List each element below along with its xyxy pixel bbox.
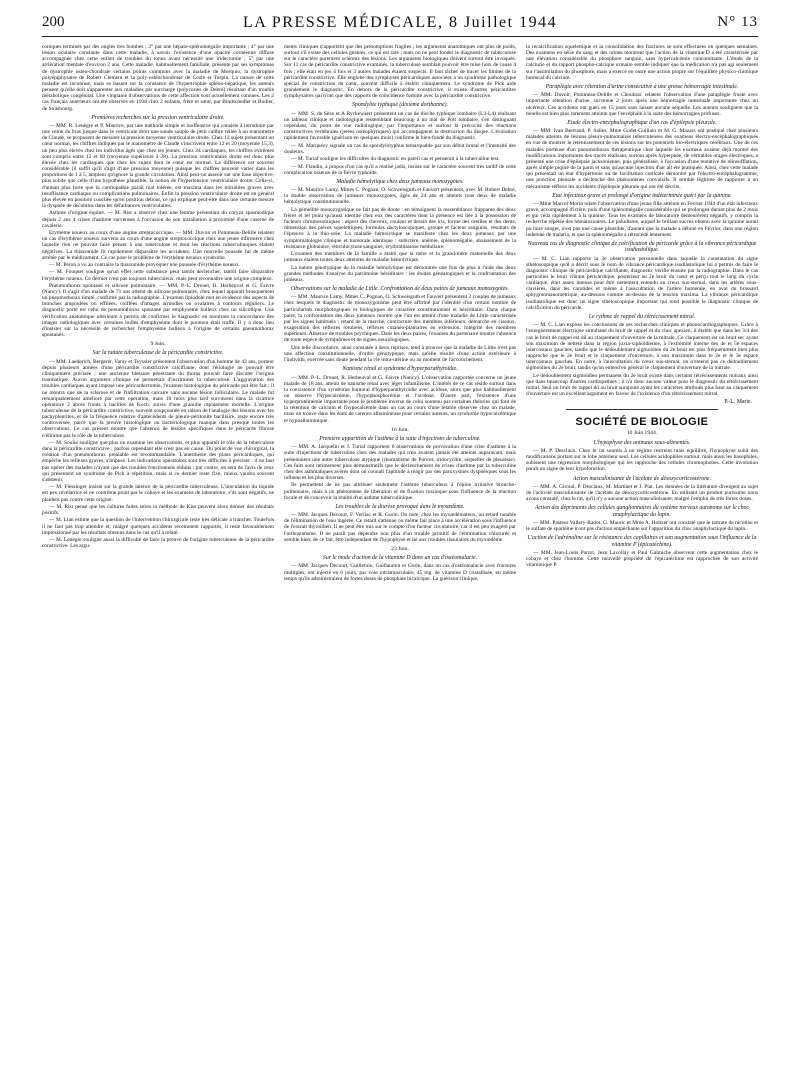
paragraph: — MM. A. Jacquelin et J. Turiaf rapportent 6 observations de provocation d'une crise d'asthme à la suite d'injections de tuberculine chez des malades qui n'en avaient jamais été atteints auparavant, mais présentaient une autre tuberculose atypique (rhumatisme de Poncet, iridocyclite, séquelles de pleurésie). Ces faits sont intimement plus démonstratifs que le déclenchement de crises d'asthme par la tuberculine chez des asthmatiques avérés dont on connaît l'aptitude à réagir par des paroxysmes dyspnéiques sous les influences les plus diverses. [284, 444, 516, 482]
author-signature: P.-L. Marie. [724, 399, 752, 406]
paragraph: Asthme d'origine équine. — M. Rist a observé chez une femme présentant du coryza spasmodique depuis 2 ans 4 crises d'asthme survenues à l'occasion de son installation à proximité d'une caserne de cavalerie. [42, 210, 274, 229]
section-heading: Première apparition de l'asthme à la suite d'injections de tuberculine. [319, 435, 481, 442]
paragraph: — M. C. Lian rapporte la 3e observation personnelle dans laquelle la constatation du signe sthétoscopique qu'il a décrit sous le nom de vibrance péricardique isodiastolique lui a permis de faire le diagnostic clinique de péricardique calcifiante, diagnostic vérifié ensuite par la radiographie. Dans le cas particulier le bruit vibrant péricardique, postérieur au 2e bruit du cœur et perçu tout le long du cycle cardiaque, était assez intense pour être nettement entendu au creux sus-sternal, dans les artères sous-clavières, dans les carotides et même à l'auscultation de l'artère humérale, en aval du brassard sphygmomanométrique, au-dessous comme au-dessus de la tension maxima. La vibrance péricardique isodiastolique est donc un signe sthétoscopique important qui rend possible le diagnostic clinique de calcification du péricarde. [526, 255, 758, 311]
paragraph: Ils permettent de ne pas attribuer seulement l'asthme tuberculeux à l'épine irritative broncho-pulmonaire, mais à un phénomène de libération et de fixation toxinique sous l'influence de la réaction focale et de concevoir la réalité d'un asthme tuberculinique. [284, 482, 516, 501]
paragraph: la recalcification squelettique et la consolidation des fractures se sont effectuées en quelques semaines. Des examens en série du sang et des urines montrent que l'action de la vitamine D a été caractérisée par une élévation considérable du phosphore sanguin, sans hypercalcémie concomitante. L'étude de la calciurie et du rapport phospho-calcique urinaire semble indiquer que la médication n'a pas agi seulement sur l'assimilation du phosphore, mais a exercé en outre une action propre sur l'équilibre physico-chimique humoral du calcium. [526, 44, 758, 81]
paragraph: ments cliniques n'apportent que des présomptions fragiles ; les arguments anatomiques ont plus de poids, surtout s'il existe des cellules géantes, ce qui est rare ; mais on ne peut fonder le diagnostic de tuberculose sur le caractère purement scléreux des lésions. Les arguments biologiques doivent surtout être invoqués. Sur 11 cas de péricardite constrictive examinés, la tuberculose semblait pouvoir être mise hors de cause 4 fois ; elle était en jeu 4 fois et 3 autres malades étaient suspects. Il faut tâcher de tracer les limites de la péricardite constrictive. Elle englobe des symphyses péricardiques associées à un syndrome pathologique spécial de constriction du cœur, souvent difficile à établir cliniquement. Le syndrome de Pick aide grandement le diagnostic. En dehors de la péricardite constrictive, il existe d'autres péricardites symphysaires qui n'ont que des rapports de coïncidence fortuite avec la péricardite constrictive. [284, 44, 516, 100]
society-heading: SOCIÉTÉ DE BIOLOGIE [575, 416, 709, 429]
issue-number: N° 13 [717, 14, 758, 30]
society-date: 10 Juin 1944. [626, 430, 658, 437]
paragraph: — MM. A. Giroud, P. Desclaux, M. Martinet et J. Piat. Les données de la littérature divergent au sujet de l'activité masculinisante de l'acétate de désoxycorticostérone. En utilisant un produit purissime nous avons constaté, chez le rat, qu'il n'y a aucune action masculinisante, malgré l'emploi de très fortes doses. [526, 483, 758, 503]
column-left [42, 44, 274, 1074]
paragraph: — MM. Duvoir, Pommeau-Delille et Choubrac relatent l'observation d'une paraplégie fruste avec importante rétention d'urine, survenue 2 jours après une hémorragie intestinale importante chez un ulcéreux. Ces accidents ont guéri en 15 jours sans laisser aucune séquelle. Les auteurs soulignent que la moelle est bien plus rarement atteinte que l'encéphale à la suite des hémorragies profuses. [526, 92, 758, 117]
section-heading: L'action de l'adrénaline sur la résistance des capillaires et son augmentation sous l'influence de la vitamine P (épicatéchine). [527, 535, 757, 548]
section-heading: Paraplégie avec rétention d'urine consécutive à une grosse hémorragie intestinale. [545, 83, 739, 90]
paragraph: — MM. Laederich, Bergeret, Varay et Teyssier présentent l'observation d'un homme de 43 ans, porteur depuis plusieurs années d'une péricardite constrictive calcifiante, dont l'étiologie ne pouvait être cliniquement précisée ; une ancienne blessure pénétrante du thorax pouvait faire discuter l'origine traumatique. Aucun argument clinique ne permettait d'incriminer la tuberculose. L'aggravation des troubles cardiaques ayant imposé une péricardectomie, l'examen histologique du péricarde put être fait ; il ne montra que de la sclérose et de l'infiltration calcaire sans aucune lésion folliculaire. Le malade fut remarquablement amélioré par cette opération, mais 18 mois plus tard survinrent dans la cicatrice opératoire 2 abcès froids à bacilles de Koch, suivis d'une granulie rapidement mortelle. L'origine tuberculeuse de la péricardite constrictive, souvent soupçonnée en raison de l'analogie des lésions avec les pachypleurites, et de la fréquence relative d'antécédents de pleuro-péritonite bacillaire, reste encore très controversée, parce que la preuve histologique ou bactériologique manque dans presque toutes les observations. Le cas présent montre que l'absence de lésions spécifiques dans le péricarde fibrosé n'élimine pas le rôle de la tuberculose. [42, 358, 274, 439]
paragraph: — MM. Jacques Decourt, F. Verliac et R. Gorin. On note, chez les myxœdémateux, un retard notable de l'élimination de l'eau ingérée. Ce retard s'atténue ou même fait place à une accélération sous l'influence de l'extrait thyroïdien. Il ne peut être mis sur le compte d'un facteur circulatoire, car il est peu exagéré par l'orthostatisme. Il ne paraît pas dépendre non plus d'un trouble primitif de l'élimination chlorurée et semble bien, de ce fait, être indépendant de l'hypophyse et lié aux troubles tissulaires du myxœdème. [284, 512, 516, 543]
paragraph: — M. Soulié souligne que plus on examine les observations, et plus apparaît le rôle de la tuberculose dans la péricardite constrictive ; parfois cependant elle n'est pas en cause. Du point de vue chirurgical, la création d'un pneumothorax préalable est recommandable. L'anesthésie des plans péricardiques, qui empêche les réflexes graves, s'impose. Les indications opératoires sont très difficiles à préciser : il ne faut pas opérer des malades n'ayant que des troubles fonctionnels réduits ; par contre, on sera de l'avis de ceux qui présentent un syndrome de Pick à répétition, mais si ce dernier reste fixe, mieux vaudra souvent s'abstenir. [42, 439, 274, 483]
paragraph: — MM. P.-L. Drouet, R. Herbeuval et G. Faivre (Nancy). L'observation rapportée concerne un jeune malade de 18 ans, atteint de nanisme rénal avec léger infantilisme. L'intérêt de ce cas réside surtout dans la coexistence d'un syndrome humoral d'hyperparathyroïdie avec acidose, alors que plus habituellement on observe l'hypocalcémie, l'hypophosphorémie et l'acidose. D'autre part, l'existence d'une hyperprotéinémie importante pose le problème inverse de celui soutenu par certaines théories qui font de la rétention de calcium et l'hypocalcémie dans un cas au cours d'une tétanie observée chez un malade, mais on trouve dans les états de carence albumineuse pour certains auteurs, un syndrome hypocalcémique et hypoalbuminique. [284, 374, 516, 424]
page-header [42, 14, 758, 37]
paragraph: — M. Lenègre souligne aussi la difficulté de faire la preuve de l'origine tuberculeuse de la péricardite constrictive. Les argu- [42, 537, 274, 550]
paragraph: La nature génotypique de la maladie hémolytique est démontrée une fois de plus à l'aide des deux grandes méthodes d'analyse du patrimoine héréditaire : les études généalogiques et la confrontation des jumeaux. [284, 264, 516, 283]
paragraph: — M. Lian estime que la question de l'intervention chirurgicale reste très délicate à trancher. Toutefois il ne faut pas trop attendre et, malgré quelques accidents récemment rapportés, il reste favorablement impressionné par les résultats obtenus dans le cas qu'il a relaté. [42, 517, 274, 536]
paragraph: Pneumothorax spontané et silicose pulmonaire. — MM. P.-L. Drouet, R. Herbeuval et G. Faivre (Nancy). Il s'agit d'un malade de 71 ans atteint de silicose pulmonaire, chez lequel apparaît brusquement un pneumothorax limité, confirmé par la radiographie. L'examen lipiodolé met en évidence des aspects de bronches ampoulées ou effilées, coiffées d'images arrondies ou ovalaires à contours réguliers. Le diagnostic porté est celui de pneumothorax spontané par emphysème bulleux chez un silicotique. Une vérification anatomique ultérieure a permis de confirmer le diagnostic en montrant la concordance des images radiologiques avec certaines bulles d'emphysème dont le poumon était truffé. Il y a donc lieu d'insister sur la nécessité de rechercher l'emphysème bulleux à l'origine de certains pneumothorax spontanés. [42, 282, 274, 339]
section-heading: Nouveau cas de diagnostic clinique de calcification du péricarde grâce à la vibrance péricardique isodiastolique. [527, 240, 757, 254]
section-heading: Les troubles de la diurèse provoqué dans le myxœdème. [335, 503, 465, 510]
paragraph: — M. Flandin, à propos d'un cas qu'il a réalisé jadis, insiste sur le caractère souvent très tardif de cette complication osseuse de la fièvre typhoïde. [284, 163, 516, 176]
section-heading: L'hypophyse des animaux sous-alimentés. [593, 439, 691, 446]
paragraph: Le dédoublement sigmoïdien permanent du 2e bruit existe dans certains rétrécissements mitraux ainsi que dans beaucoup d'autres cardiopathies ; il n'a donc aucune valeur pour le diagnostic du rétrécissement mitral. Seul un bruit de rappel dû au bruit surajouté ayant les caractères attribués plus haut au claquement d'ouverture est un excellent argument en faveur de l'existence d'un rétrécissement mitral. [526, 372, 758, 398]
paragraph: — Mme Marcel Morin relate l'observation d'une jeune fille atteinte en Février 1944 d'un état infectieux grave, accompagné d'ictère, puis d'une splénomégalie considérable qui se prolongea durant plus de 2 mois et qui céda rapidement à la quinine. Tous les examens de laboratoire demeurèrent négatifs, y compris la recherche répétée des hématozoaires. Le paludisme, auquel le brillant succès obtenu avec la quinine aurait pu faire songer, n'est pas une cause plausible, d'autant que la malade a débuté en Février, dans une région indemne de malaria, et que la splénomégalie a rétrocédé lentement. [526, 201, 758, 238]
paragraph: Une telle discordance, ainsi constatée à deux reprises, tend à prouver que la maladie de Little n'est pas une affection constitutionnelle, d'ordre génotypique, mais qu'elle résulte d'une action extérieure à l'individu, exercée sans doute pendant la vie intra-utérine ou au moment de l'accouchement. [284, 344, 516, 364]
paragraph: coniques terminés par des ongles très bombés ; 3° par une hépato-splénomégalie importante ; 4° par une lésion oculaire constante dans cette maladie, à savoir l'existence d'une opacité cornéenne diffuse accompagnée chez cette enfant de troubles du tonus avant nécessité une iridectomie ; 5° par une arriération mentale d'environ 2 ans. Cette maladie, habituellement familiale, présente par ses symptômes de dystrophie ostéo-chondrale certains points communs avec la maladie de Morquio, la dystrophie polyépiphysaire de Robert Clément et la poly-ostéochondrose de Coste et Turpin. La nature de cette maladie est inconnue, mais se basant sur la constance de l'hypertrophie spléno-hépatique, les auteurs pensent qu'elle doit s'apparenter aux maladies par surcharge (polycories de Debré) résultant d'un trouble métabolique congénital. Une vingtaine d'observations de cette affection sont actuellement connues. Les 2 cas français antérieurs ont été observés en 1938 chez 2 enfants, frère et sœur, par Bindschedler et Rodier, de Strasbourg. [42, 44, 274, 112]
section-heading: Etude électro-encéphalographique d'un cas d'épilepsie pleurale. [567, 119, 717, 126]
paragraph: L'examen des membres de la famille a établi que la mère et la grand-mère maternelle des deux jumeaux étaient toutes deux atteintes de maladie hémolytique. [284, 251, 516, 264]
paragraph: — M. Marquézy signale un cas de spondylotyphus remarquable par son début brutal et l'intensité des douleurs. [284, 142, 516, 155]
section-heading: Spondylite typhique (dixième dorthanne). [352, 102, 448, 109]
column-middle [284, 44, 516, 1074]
column-right [526, 44, 758, 1074]
paragraph: — MM. Jean-Louis Parrot, Jean Lavollay et Paul Galmiche observent cette augmentation chez le cobaye et chez l'homme. Cette nouvelle propriété de l'épicatéchine est rapprochée de son activité vitaminique P. [526, 549, 758, 569]
section-heading: Action masculinisante de l'acétate de désoxycorticostérone. [572, 475, 712, 482]
section-heading: Premières recherches sur la pression ventriculaire droite. [91, 114, 225, 121]
session-date: 9 Juin. [150, 341, 166, 348]
paragraph: La gémellité monozygotique ne fait pas de doute : en témoignent la ressemblance frappante des deux frères et tel point qu'aussi identité chez eux des caractères dont la présence est liée à la possession de facteurs chromosomiques : aspect des cheveux, couleur et dessin des iris, forme des oreilles et des dents, dimension des pièces squelettiques, formules dactyloscopiques, groupe et facteur sanguins, résultats de l'épreuve à la thio-urée. La maladie hémolytique se manifeste chez les deux jumeaux par une symptomatologie clinique et humorale identique : subictère, anémie, splénomégalie, abaissement de la résistance globulaire, réticulocytose sanguine, érythroblastose médullaire. [284, 206, 516, 250]
section-heading: Action des déprimants des cellules ganglionnaires du système nerveux autonome sur le choc anaphylactique du lapin. [534, 505, 750, 518]
section-divider [566, 409, 718, 410]
paragraph: — MM. Jacques Decourt, Guillemin, Guillaumin et Gorin, dans un cas d'ostéomalacie avec fractures multiples, ont injecté en 6 jours, par voie intramusculaire, 45 mg. de vitamine D cristallisée, en même temps qu'ils administraient de fortes doses de phosphate bicalcique. La guérison clinique, [284, 563, 516, 582]
paragraph: — M. Maurice Lamy, Mmes C. Pognan, O. Schweisguth et Fauvert présentent, avec M. Robert Debré, la double observation de jumeaux monozygotes, âgés de 24 ans et atteints tous deux de maladie hémolytique constitutionnelle. [284, 187, 516, 206]
section-heading: Maladie hémolytique chez deux jumeaux monozygotes. [336, 178, 464, 185]
section-heading: Sur la nature tuberculeuse de la péricardite constrictive. [92, 350, 224, 357]
paragraph: — M. Turiaf souligne les difficultés du diagnostic en pareil cas et penserait à la tuberculine test. [291, 156, 500, 163]
page-number: 200 [42, 14, 65, 30]
paragraph: — MM. R. Lenègre et P. Maurice, par une méthode simple et inoffensive qui consiste à introduire par une veine du bras jusque dans le ventricule droit une sonde souple de petit calibre reliée à un manomètre de Claude, se proposent de mesurer la pression moyenne ventriculaire droite. Chez 12 sujets présentant un cœur normal, les chiffres indiqués par le manomètre de Claude s'inscrivent entre 12 et 20 (moyenne 15,3), un peu plus élevés chez les individus âgés que chez les jeunes. Chez 34 cardiaques, les chiffres extrêmes sont compris entre 12 et 60 (moyenne supérieure à 28). La pression ventriculaire droite est donc plus élevée chez les cardiaques que chez les sujets dont le cœur est normal. La différence est souvent considérable (il suffit qu'il s'agit d'une pression moyenne) puisque les chiffres peuvent varier dans les proportions de 1 à 5, ampleur qu'ignore la grande circulation. Ainsi peut-on asseoir sur une base objective, plus solide que celle d'une hypothèse plausible, la notion de l'hypertension ventriculaire droite. Celle-ci, d'autant plus forte que la cardiopathie paraît mal tolérée, est maxima dans les mitralites graves avec insuffisance cardiaque ou complications pulmonaires. Enfin la pression ventriculaire droite est en général plus élevée en position couchée qu'en position debout, ce qui explique peut-être dans une certaine mesure la dyspnée de décubitus dans les défaillances ventriculaires. [42, 123, 274, 210]
paragraph: — MM. Maurice Lamy, Mmes C. Pognan, O. Schweisguth et Fauvert présentent 2 couples de jumeaux chez lesquels le diagnostic de monozygotisme peut être affirmé par l'identité d'un certain nombre de particularités morphologiques et biologiques de caractère constitutionnel et héréditaire. Dans chaque paire, la confrontation des deux jumeaux montre que l'un est atteint d'une maladie de Little caractérisée par les signes habituels : retard de la marche, contracture des membres inférieurs, démarche en ciseaux, exagération des réflexes rotuliens, réflexes cutanéo-plantaires en extension. Intégrité des membres supérieurs. Absence de troubles psychiques. Dans les deux paires, l'examen du partenaire montre l'absence de toute espèce de symptômes et de signes neurologiques. [284, 294, 516, 344]
paragraph: — MM. Pasteur Vallery-Radot, G. Mauric et Mme A. Holtzer ont constaté que le tartrate de nicotine et le sulfate de spartéine n'ont pas d'action empêchante sur l'apparition du choc anaphylactique du lapin. [526, 519, 758, 533]
session-date: 23 Juin. [391, 545, 409, 552]
paragraph: — MM. Ivan Bertrand, P. Salles, Mme Godet-Guillain et M. G. Mazars ont pratiqué chez plusieurs malades atteints de lésions pleuro-pulmonaires tuberculeuses des examens électro-encéphalographiques en vue de montrer le retentissement de ces lésions sur les potentiels bio-électriques cérébraux. Une de ces malades porteuse d'un pneumothorax thérapeutique chez laquelle les examens avaient déjà montré des modifications importantes des tracés réalisant, surtout après hyperpnée, de véritables orages électriques, a présenté une crise d'épilepsie jacksonienne, puis généralisée, à l'occasion d'une tentative de réinsufflation, après simple piqûre de la paroi et sans qu'aucune injection d'air ait été pratiquée. Ainsi, chez cette malade qui présentait un état d'hypertonie ou de facilitation corticale démontré par l'électro-encéphalogramme, une ponction pleurale a déclenché des phénomènes convulsifs. Il semble légitime de rapporter à un mécanisme réflexe les accidents d'épilepsie pleurale qui ont été décrits. [526, 128, 758, 190]
section-heading: Observations sur la maladie de Little. Confrontation de deux paires de jumeaux monozygotes. [291, 286, 509, 293]
session-date: 16 Juin. [391, 426, 409, 433]
paragraph: — M. Rist pense que les cultures faites selon la méthode de Kiss peuvent alors donner des résultats positifs. [42, 503, 274, 517]
journal-title: LA PRESSE MÉDICALE, 8 Juillet 1944 [242, 14, 558, 31]
paragraph: — M. Péron a vu au contraire la thiazomide provoquer une poussée d'érythème noueux. [49, 262, 241, 269]
section-heading: Le rythme de rappel du rétrécissement mitral. [588, 313, 696, 320]
paragraph: — M. C. Lian expose les conclusions de ses recherches cliniques et phonocardiographiques. Grâce à l'enregistrement électrique simultané du bruit de rappel et du choc apexien, il établit que dans les 3/4 des cas le bruit de rappel est dû au claquement d'ouverture de la mitrale. Ce claquement est un bruit sec ayant son maximum de netteté dans la région juxta-xiphoïdienne, à l'extrémité interne des 4e et 5e espaces intercostaux gauches, tandis que le dédoublement sigmoïdien du 2e bruit est plus fréquemment bien plus rapproché que le 2e bruit et le claquement d'ouverture, à son maximum dans le 2e et le 3e espace intercostaux gauches. En outre, à l'auscultation du creux sus-sternal, on n'entend pas ce dédoublement sigmoïdien du 2e bruit, tandis qu'on entend en général le claquement d'ouverture de la mitrale. [526, 322, 758, 372]
paragraph: — M. Fouquet souligne qu'un effet cette substance peut tantôt déclencher, tantôt faire disparaître l'érythème noueux. Ce dernier n'est pas toujours tuberculeux, mais peut reconnaître une origine complexe. [42, 269, 274, 282]
paragraph: — MM. S. de Sèze et A Ryckewaert présentent un cas de discite typhique lombaire (L3-L4) réalisant un tableau clinique et radiologique ressemblant beaucoup à un mal de Pott lombaire, s'en distinguant cependant, du point de vue radiologique, par l'importance et surtout la précocité des réactions constructives vertébrales (jetées ostéophytiques) qui accompagnent la destruction du disque. L'évolution rapidement favorable (guérison en quelques mois) confirme le bien-fondé du diagnostic. [284, 110, 516, 142]
section-heading: Nanisme rénal et syndrome d'hyperparathyroïdie. [342, 366, 458, 373]
section-heading: Sur le mode d'action de la vitamine D dans un cas d'ostéomalacie. [322, 555, 478, 562]
paragraph: — M. Flessinger insiste sur la grande latence de la péricardite tuberculeuse. L'inoculation du liquide est peu révélatrice et ne contribue point par le cobaye et les examens de laboratoire, s'ils sont négatifs, ne plaident pas contre cette origine. [42, 484, 274, 503]
paragraph: Erythème noueux au cours d'une angine streptococcique. — MM. Duvoir et Pommeau-Delille relatent un cas d'érythème noueux survenu au cours d'une angine streptococcique chez une jeune infirmière chez laquelle rien ne pouvait faire penser à une tuberculose et dont les réactions tuberculiniques étaient négatives. La thiazomide fit rapidement disparaître les accidents. Une nouvelle poussée fut de même arrêtée par le médicament. Ce cas pose le problème de l'érythème noueux syndrome. [42, 230, 274, 261]
paragraph: — M. P. Desclaux. Chez le rat soumis à un régime restreint mais équilibré, l'hypophyse subit des modifications portant sur le lobe antérieur seul. Les cellules acidophiles surtout, mais aussi les basophiles, subissent une régression morphologique qui les rapproche des cellules chromophobes. Cette involution paraît un signe de leur hypofonction. [526, 447, 758, 473]
section-heading: Etat infectieux grave et prolongé d'origine indéterminée guéri par la quinine. [552, 192, 732, 199]
